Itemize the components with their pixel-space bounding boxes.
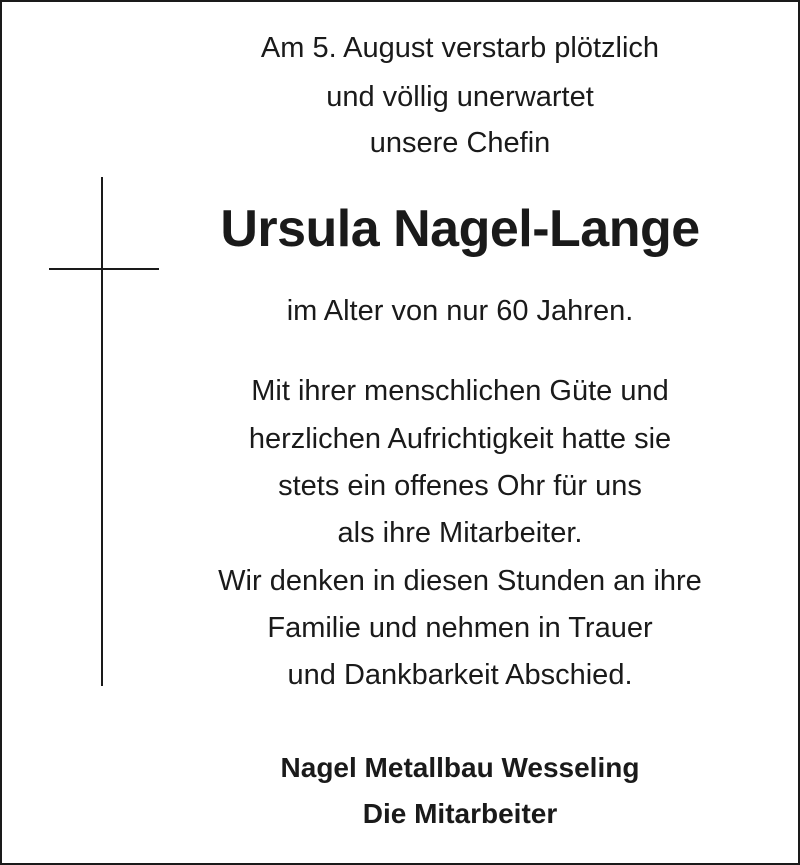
cross-icon-vertical-bar xyxy=(101,177,103,686)
cross-icon-horizontal-bar xyxy=(49,268,159,270)
message-line-3: stets ein offenes Ohr für uns xyxy=(278,470,642,502)
age-line: im Alter von nur 60 Jahren. xyxy=(286,295,634,327)
signature-staff: Die Mitarbeiter xyxy=(362,798,558,829)
intro-line-3: unsere Chefin xyxy=(369,127,551,159)
message-line-5: Wir denken in diesen Stunden an ihre xyxy=(218,565,702,597)
message-line-2: herzlichen Aufrichtigkeit hatte sie xyxy=(248,423,672,455)
message-line-6: Familie und nehmen in Trauer xyxy=(267,612,653,644)
intro-line-1: Am 5. August verstarb plötzlich xyxy=(260,32,660,64)
message-line-1: Mit ihrer menschlichen Güte und xyxy=(251,375,669,407)
deceased-name: Ursula Nagel-Lange xyxy=(220,200,700,258)
signature-company: Nagel Metallbau Wesseling xyxy=(280,752,640,783)
message-line-4: als ihre Mitarbeiter. xyxy=(337,517,583,549)
intro-line-2: und völlig unerwartet xyxy=(326,81,594,113)
message-line-7: und Dankbarkeit Abschied. xyxy=(287,659,633,691)
